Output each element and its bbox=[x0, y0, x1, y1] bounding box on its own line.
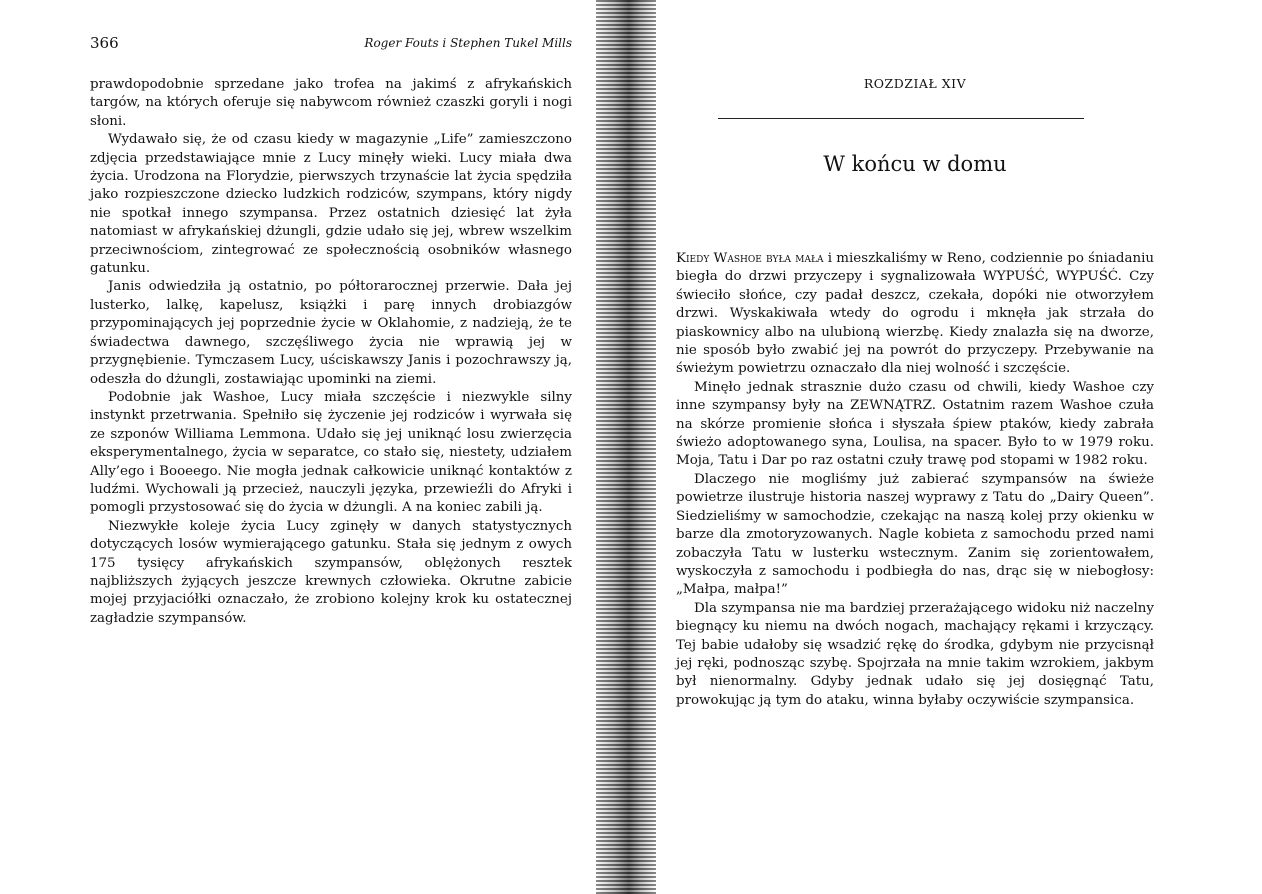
chapter-divider bbox=[718, 118, 1084, 119]
paragraph: Minęło jednak strasznie dużo czasu od chwili, kiedy Washoe czy inne szympansy były na ZEWNĄTRZ. Ostatnim razem Washoe czuła na skórze promienie słońca i słyszała śpiew ptaków, kiedy zabrała świeżo adoptowanego syna, Loulisa, na spacer. Było to w 1979 roku. Moja, Tatu i Dar po raz ostatni czuły trawę pod stopami w 1982 roku. bbox=[676, 379, 1154, 469]
paragraph: prawdopodobnie sprzedane jako trofea na jakimś z afrykańskich targów, na których oferuje się nabywcom również czaszki goryli i nogi słoni. bbox=[90, 77, 572, 129]
paragraph: Dla szympansa nie ma bardziej przerażającego widoku niż naczelny biegnący ku niemu na dwóch nogach, machający rękami i krzyczący. Tej babie udałoby się wsadzić rękę do środka, gdybym nie przycisnął jej ręki, podnosząc szybę. Spojrzała na mnie takim wzrokiem, jakbym był nienormalny. Gdyby jednak udało się jej dosięgnąć Tatu, prowokując ją tym do ataku, winna byłaby oczywiście szympansica. bbox=[676, 600, 1154, 708]
chapter-lead-in: Kiedy Washoe była mała bbox=[676, 251, 824, 266]
opening-paragraph-text: i mieszkaliśmy w Reno, codziennie po śniadaniu biegła do drzwi przyczepy i sygnalizowała WYPUŚĆ, WYPUŚĆ. Czy świeciło słońce, czy padał deszcz, czekała, dopóki nie otworzyłem drzwi. Wyskakiwała wtedy do ogrodu i mknęła jak strzała do piaskownicy albo na ulubioną wierzbę. Kiedy znalazła się na dworze, nie sposób było zwabić jej na powrót do przyczepy. Przebywanie na świeżym powietrzu oznaczało dla niej wolność i szczęście. bbox=[676, 251, 1154, 377]
left-page-text bbox=[90, 76, 572, 628]
page-number: 366 bbox=[90, 34, 119, 52]
paragraph: Niezwykłe koleje życia Lucy zginęły w danych statystycznych dotyczących losów wymierającego gatunku. Stała się jednym z owych 175 tysięcy afrykańskich szympansów, oblężonych resztek najbliższych żyjących jeszcze krewnych człowieka. Okrutne zabicie mojej przyjaciółki oznaczało, że zrobiono kolejny krok ku ostatecznej zagładzie szympansów. bbox=[90, 518, 572, 626]
book-gutter-shadow bbox=[596, 0, 656, 894]
running-title: Roger Fouts i Stephen Tukel Mills bbox=[364, 36, 572, 50]
paragraph: Dlaczego nie mogliśmy już zabierać szympansów na świeże powietrze ilustruje historia naszej wyprawy z Tatu do „Dairy Queen”. Siedzieliśmy w samochodzie, czekając na naszą kolej przy okienku w barze dla zmotoryzowanych. Nagle kobieta z samochodu przed nami zobaczyła Tatu w lusterku wstecznym. Zanim się zorientowałem, wyskoczyła z samochodu i podbiegła do nas, drąc się w niebogłosy: „Małpa, małpa!” bbox=[676, 471, 1154, 598]
chapter-label: ROZDZIAŁ XIV bbox=[863, 76, 967, 91]
paragraph: Podobnie jak Washoe, Lucy miała szczęście i niezwykle silny instynkt przetrwania. Spełniło się życzenie jej rodziców i wyrwała się ze szponów Williama Lemmona. Udało się jej uniknąć losu zwierzęcia eksperymentalnego, życia w separatce, co stało się, niestety, udziałem Ally’ego i Booeego. Nie mogła jednak całkowicie uniknąć kontaktów z ludźmi. Wychowali ją przecież, nauczyli języka, przewieźli do Afryki i pomogli przystosować się do życia w dżungli. A na koniec zabili ją. bbox=[90, 389, 572, 516]
paragraph: Janis odwiedziła ją ostatnio, po półtorarocznej przerwie. Dała jej lusterko, lalkę, kapelusz, książki i parę innych drobiazgów przypominających jej poprzednie życie w Oklahomie, z nadzieją, że te świadectwa dawnego, szczęśliwego życia nie wprawią jej w przygnębienie. Tymczasem Lucy, uściskawszy Janis i pozochrawszy ją, odeszła do dżungli, zostawiając upominki na ziemi. bbox=[90, 279, 572, 387]
opening-paragraph bbox=[676, 250, 1154, 379]
running-head bbox=[90, 34, 572, 54]
chapter-title: W końcu w domu bbox=[823, 152, 1007, 176]
paragraph: Wydawało się, że od czasu kiedy w magazynie „Life” zamieszczono zdjęcia przedstawiające mnie z Lucy minęły wieki. Lucy miała dwa życia. Urodzona na Florydzie, pierwszych trzynaście lat życia spędziła jako rozpieszczone dziecko ludzkich rodziców, szympans, który nigdy nie spotkał innego szympansa. Przez ostatnich dziesięć lat żyła natomiast w afrykańskiej dżungli, gdzie udało się jej, wbrew wszelkim przeciwnościom, zintegrować ze społecznością osobników własnego gatunku. bbox=[90, 132, 572, 277]
right-page-text bbox=[676, 250, 1154, 710]
